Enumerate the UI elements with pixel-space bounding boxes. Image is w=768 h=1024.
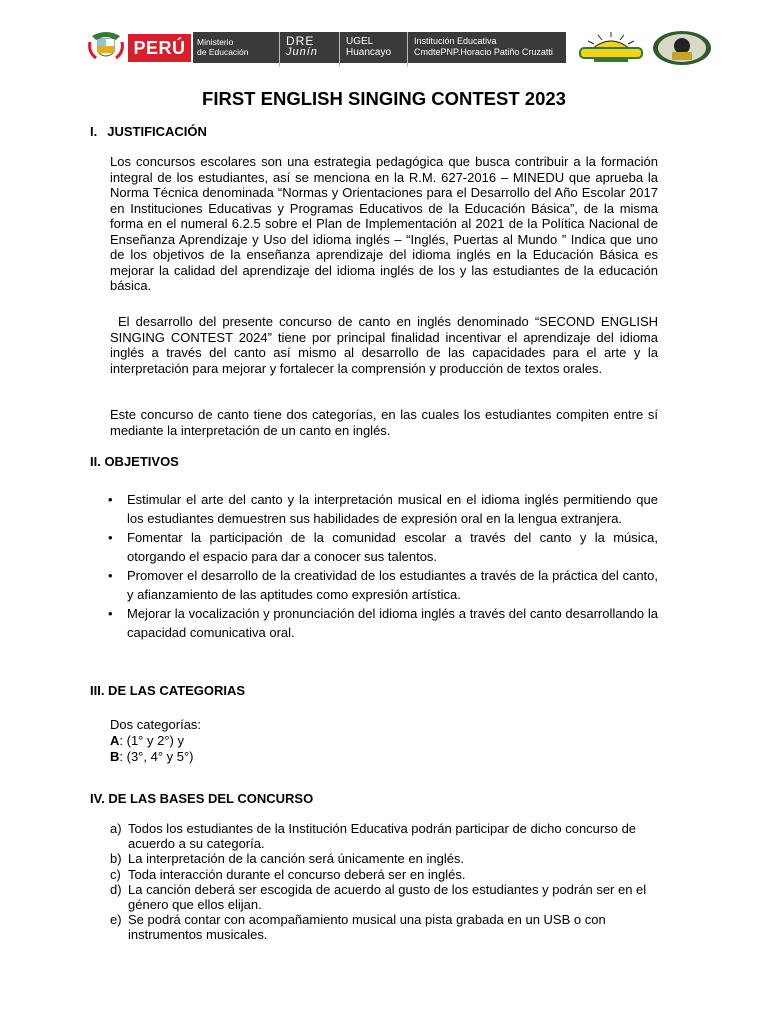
list-item (110, 867, 650, 882)
categories-block (110, 717, 201, 765)
categories-intro: Dos categorías: (110, 717, 202, 732)
rule-text: La canción deberá ser escogida de acuerdo al gusto de los estudiantes y podrán ser en el género que ellos elijan. (128, 881, 647, 913)
school-name (407, 32, 570, 67)
item-letter: b) (110, 851, 122, 867)
school-line-1: Institución Educativa (414, 36, 497, 46)
item-letter: e) (110, 912, 122, 928)
institution-banner (82, 30, 712, 66)
list-item (110, 851, 650, 866)
ministry-name (197, 32, 273, 68)
bullet-icon: • (108, 606, 113, 621)
section-heading-objetivos: II. OBJETIVOS (90, 454, 179, 469)
justification-paragraph-2: El desarrollo del presente concurso de canto en inglés denominado “SECOND ENGLISH SINGING CONTEST 2024” tiene por principal finalidad incentivar el aprendizaje del idioma inglés a través del canto así mismo al desarrollo de las capacidades para el arte y la interpretación para mejorar y fortalecer la comprensión y producción de textos orales. (110, 314, 658, 376)
list-item (108, 528, 658, 566)
list-item (110, 821, 650, 851)
dre-line-1: DRE (286, 34, 315, 48)
peru-coat-of-arms-icon (86, 30, 126, 64)
objective-text: Mejorar la vocalización y pronunciación del idioma inglés a través del canto desarrollando la capacidad comunicativa oral. (127, 606, 658, 640)
dre-line-2: Junín (286, 46, 318, 58)
list-item (108, 566, 658, 604)
category-a (110, 733, 201, 749)
category-letter: B (110, 749, 120, 764)
objective-text: Promover el desarrollo de la creatividad de los estudiantes a través de la práctica del canto, y afianzamiento de las aptitudes como expresión artística. (127, 568, 658, 602)
school-sun-logo-icon (574, 31, 648, 64)
item-letter: d) (110, 881, 122, 897)
objectives-list (108, 490, 658, 642)
bullet-icon: • (108, 492, 113, 507)
school-line-2: CmdtePNP.Horacio Patiño Cruzatti (414, 47, 553, 57)
rule-text: Toda interacción durante el concurso deberá ser en inglés. (128, 866, 466, 882)
category-grades: : (1° y 2°) y (119, 733, 184, 748)
section-heading-justificacion (90, 124, 207, 139)
ugel-line-1: UGEL (346, 36, 374, 47)
item-letter: c) (110, 866, 121, 882)
rule-text: Se podrá contar con acompañamiento musical una pista grabada en un USB o con instrumentos musicales. (128, 912, 606, 943)
ugel-name (339, 32, 408, 67)
section-number: I. (90, 124, 98, 139)
list-item (110, 882, 650, 912)
document-title: FIRST ENGLISH SINGING CONTEST 2023 (202, 88, 566, 109)
ministry-line-2: de Educación (197, 47, 249, 57)
list-item (108, 604, 658, 642)
justification-paragraph-1: Los concursos escolares son una estrategia pedagógica que busca contribuir a la formación integral de los estudiantes, así se menciona en la R.M. 627-2016 – MINEDU que aprueba la Norma Técnica denominada “Normas y Orientaciones para el Desarrollo del Año Escolar 2017 en Instituciones Educativas y Programas Educativos de la Educación Básica”, de la misma forma en el numeral 6.2.5 sobre el Plan de Implementación al 2021 de la Política Nacional de Enseñanza Aprendizaje y Uso del idioma inglés – “Inglés, Puertas al Mundo ” Indica que uno de los objetivos de la enseñanza aprendizaje del idioma inglés en la Educación Básica es mejorar la calidad del aprendizaje del idioma inglés de los y las estudiantes de la educación básica. (110, 154, 658, 293)
justification-paragraph-3: Este concurso de canto tiene dos categorías, en las cuales los estudiantes compiten entre sí mediante la interpretación de un canto en inglés. (110, 407, 658, 438)
police-emblem-icon (652, 30, 712, 66)
ugel-line-2: Huancayo (346, 47, 392, 58)
rules-list (110, 821, 650, 943)
ministry-strip (193, 32, 566, 63)
ministry-line-1: Ministerio (197, 37, 234, 47)
category-b (110, 749, 201, 765)
list-item (110, 912, 650, 942)
bullet-icon: • (108, 568, 113, 583)
category-letter: A (110, 733, 120, 748)
category-grades: : (3°, 4° y 5°) (119, 749, 194, 764)
section-heading-bases: IV. DE LAS BASES DEL CONCURSO (90, 791, 314, 806)
dre-name (279, 32, 342, 67)
rule-text: Todos los estudiantes de la Institución Educativa podrán participar de dicho concurso de acuerdo a su categoría. (128, 821, 637, 852)
section-title: JUSTIFICACIÓN (107, 124, 207, 139)
section-heading-categorias: III. DE LAS CATEGORIAS (90, 683, 246, 698)
bullet-icon: • (108, 530, 113, 545)
list-item (108, 490, 658, 528)
rule-text: La interpretación de la canción será únicamente en inglés. (128, 851, 465, 867)
item-letter: a) (110, 821, 122, 836)
objective-text: Fomentar la participación de la comunidad escolar a través del canto y la música, otorgando el espacio para dar a conocer sus talentos. (127, 530, 658, 564)
objective-text: Estimular el arte del canto y la interpretación musical en el idioma inglés permitiendo que los estudiantes demuestren sus habilidades de expresión oral en la lengua extranjera. (127, 492, 658, 526)
peru-label: PERÚ (128, 34, 191, 62)
